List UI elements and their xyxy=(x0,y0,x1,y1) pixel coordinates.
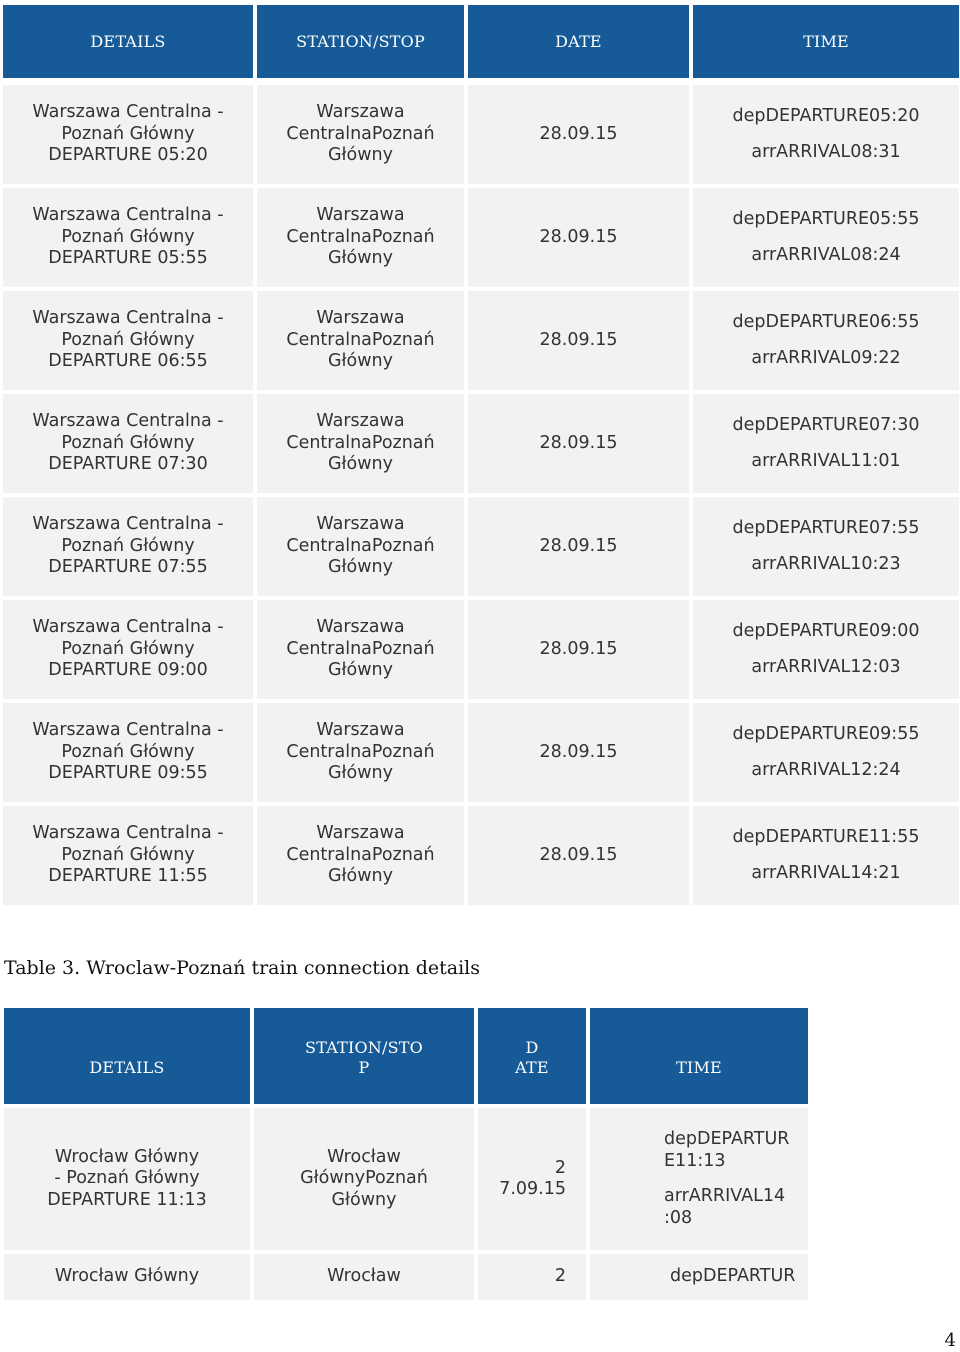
time-cell xyxy=(693,806,959,905)
table-warszawa-poznan xyxy=(3,5,959,903)
time-cell xyxy=(693,600,959,699)
table-caption: Table 3. Wroclaw-Poznań train connection details xyxy=(4,957,480,979)
departure-time: depDEPARTURE06:55 xyxy=(732,312,920,332)
header-station: STATION/STO P xyxy=(254,1008,474,1104)
station-cell: Wrocław GłównyPoznań Główny xyxy=(254,1108,474,1250)
date-cell: 2 xyxy=(478,1254,586,1300)
arrival-time: arrARRIVAL08:31 xyxy=(751,141,901,162)
station-cell: Wrocław xyxy=(254,1254,474,1300)
date-cell: 28.09.15 xyxy=(468,394,689,493)
date-cell: 28.09.15 xyxy=(468,85,689,184)
details-cell: Warszawa Centralna - Poznań Główny DEPARTURE 05:55 xyxy=(3,188,253,287)
time-cell xyxy=(693,291,959,390)
time-cell: depDEPARTUR xyxy=(590,1254,808,1300)
station-cell: Warszawa CentralnaPoznań Główny xyxy=(257,394,464,493)
time-cell xyxy=(590,1108,808,1250)
arrival-time: arrARRIVAL10:23 xyxy=(751,553,901,574)
page-number: 4 xyxy=(944,1330,956,1351)
time-cell xyxy=(693,85,959,184)
date-cell: 2 7.09.15 xyxy=(478,1108,586,1250)
header-details: DETAILS xyxy=(4,1008,250,1104)
details-cell: Warszawa Centralna - Poznań Główny DEPARTURE 09:55 xyxy=(3,703,253,802)
details-cell: Warszawa Centralna - Poznań Główny DEPARTURE 05:20 xyxy=(3,85,253,184)
arrival-time: arrARRIVAL14:21 xyxy=(751,862,901,883)
header-time: TIME xyxy=(693,5,959,78)
details-cell: Warszawa Centralna - Poznań Główny DEPARTURE 09:00 xyxy=(3,600,253,699)
date-cell: 28.09.15 xyxy=(468,806,689,905)
details-cell: Warszawa Centralna - Poznań Główny DEPARTURE 11:55 xyxy=(3,806,253,905)
header-date: DATE xyxy=(468,5,689,78)
header-station: STATION/STOP xyxy=(257,5,464,78)
station-cell: Warszawa CentralnaPoznań Główny xyxy=(257,600,464,699)
station-cell: Warszawa CentralnaPoznań Główny xyxy=(257,806,464,905)
details-cell: Wrocław Główny xyxy=(4,1254,250,1300)
station-cell: Warszawa CentralnaPoznań Główny xyxy=(257,497,464,596)
arrival-time: arrARRIVAL11:01 xyxy=(751,450,901,471)
date-cell: 28.09.15 xyxy=(468,188,689,287)
time-cell xyxy=(693,394,959,493)
header-details: DETAILS xyxy=(3,5,253,78)
details-cell: Warszawa Centralna - Poznań Główny DEPARTURE 07:55 xyxy=(3,497,253,596)
departure-time: depDEPARTURE09:55 xyxy=(732,724,920,744)
departure-time: depDEPARTURE05:55 xyxy=(732,209,920,229)
departure-time: depDEPARTURE11:55 xyxy=(732,827,920,847)
table-wroclaw-poznan xyxy=(0,1008,820,1308)
arrival-time: arrARRIVAL14 :08 xyxy=(664,1186,786,1228)
header-time: TIME xyxy=(590,1008,808,1104)
departure-time: depDEPARTURE09:00 xyxy=(732,621,920,641)
departure-time: depDEPARTURE07:55 xyxy=(732,518,920,538)
details-cell: Warszawa Centralna - Poznań Główny DEPARTURE 06:55 xyxy=(3,291,253,390)
time-cell xyxy=(693,703,959,802)
date-cell: 28.09.15 xyxy=(468,703,689,802)
station-cell: Warszawa CentralnaPoznań Główny xyxy=(257,291,464,390)
time-cell xyxy=(693,188,959,287)
departure-time: depDEPARTUR E11:13 xyxy=(664,1129,790,1171)
station-cell: Warszawa CentralnaPoznań Główny xyxy=(257,703,464,802)
departure-time: depDEPARTURE07:30 xyxy=(732,415,920,435)
header-date: D ATE xyxy=(478,1008,586,1104)
station-cell: Warszawa CentralnaPoznań Główny xyxy=(257,85,464,184)
details-cell: Wrocław Główny - Poznań Główny DEPARTURE 11:13 xyxy=(4,1108,250,1250)
arrival-time: arrARRIVAL08:24 xyxy=(751,244,901,265)
arrival-time: arrARRIVAL09:22 xyxy=(751,347,901,368)
station-cell: Warszawa CentralnaPoznań Główny xyxy=(257,188,464,287)
time-cell xyxy=(693,497,959,596)
date-cell: 28.09.15 xyxy=(468,291,689,390)
date-cell: 28.09.15 xyxy=(468,600,689,699)
date-cell: 28.09.15 xyxy=(468,497,689,596)
departure-time: depDEPARTURE05:20 xyxy=(732,106,920,126)
arrival-time: arrARRIVAL12:24 xyxy=(751,759,901,780)
arrival-time: arrARRIVAL12:03 xyxy=(751,656,901,677)
details-cell: Warszawa Centralna - Poznań Główny DEPARTURE 07:30 xyxy=(3,394,253,493)
